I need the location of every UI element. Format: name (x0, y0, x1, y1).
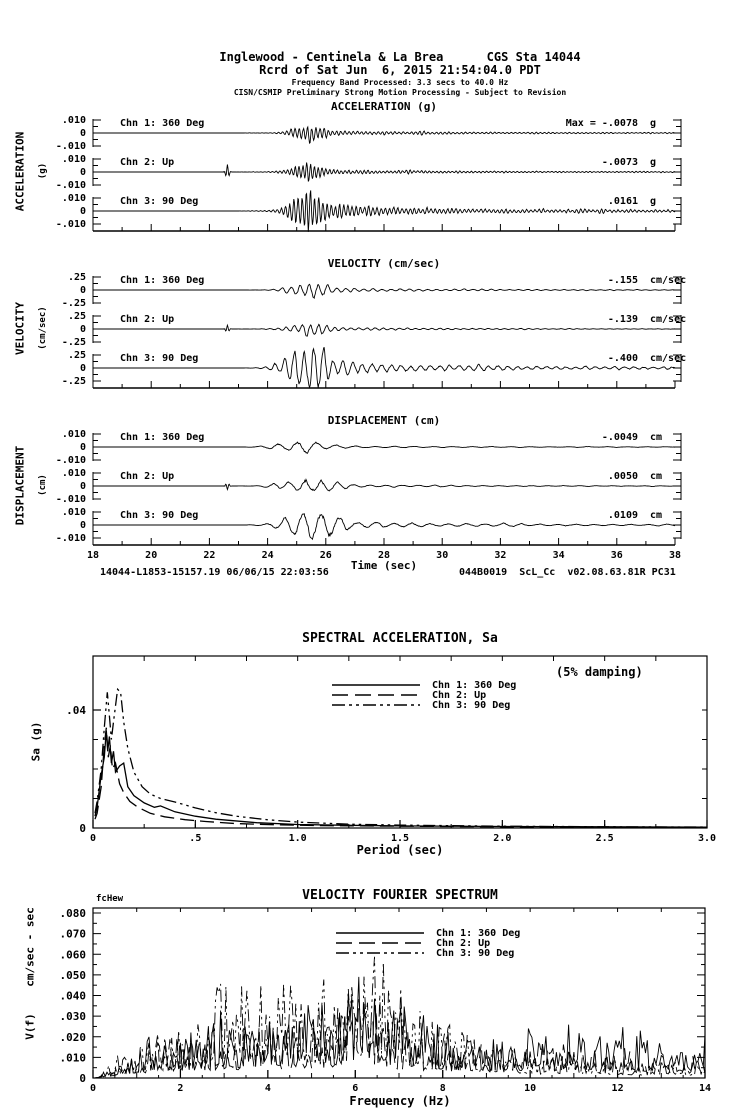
vf-tick-label: .020 (59, 1030, 86, 1044)
time-axis-label: Time (sec) (350, 559, 418, 572)
spectral-plot-title: SPECTRAL ACCELERATION, Sa (302, 631, 498, 646)
channel-strip (56, 190, 681, 232)
channel-strip (62, 347, 686, 387)
strip-scale-label: .010 (61, 193, 86, 204)
seismogram-trace (93, 442, 675, 453)
strip-scale-label: -.010 (55, 494, 86, 505)
channel-strip (56, 115, 681, 152)
spectral-plot-canvas (0, 648, 739, 853)
channel-strip (62, 311, 686, 348)
strip-scale-label: -.25 (61, 376, 86, 387)
strip-zero-label: 0 (79, 128, 86, 139)
strip-scale-label: .010 (61, 468, 86, 479)
frequency-tick-label: 12 (611, 1083, 624, 1094)
channel-max-unit: g (650, 157, 657, 168)
time-tick-label: 18 (86, 550, 100, 561)
spectral-legend-label-2: Chn 2: Up (432, 689, 487, 701)
frequency-tick-label: 10 (524, 1083, 537, 1094)
time-axis-ticks (93, 224, 675, 231)
channel-label: Chn 3: 90 Deg (120, 353, 199, 364)
channel-max-unit: g (650, 196, 657, 207)
acceleration-traces-canvas (0, 115, 739, 255)
vf-tick-label: .070 (59, 927, 86, 941)
channel-strip (56, 507, 681, 544)
time-tick-label: 28 (377, 550, 391, 561)
period-tick-label: 2.5 (595, 833, 614, 844)
channel-max-value: -.400 (607, 353, 638, 364)
strip-zero-label: 0 (79, 167, 86, 178)
spectral-legend-label-1: Chn 1: 360 Deg (432, 679, 517, 691)
vf-tick-label: .030 (59, 1010, 86, 1024)
channel-label: Chn 2: Up (120, 471, 175, 482)
displacement-panel-title: DISPLACEMENT (cm) (327, 414, 441, 427)
fourier-corner-note: fcHew (96, 894, 124, 904)
channel-max-value: .0050 (607, 471, 638, 482)
dashdot-line-sample-icon (330, 701, 422, 709)
seismogram-trace (93, 284, 675, 298)
dashdot-line-sample-icon (334, 949, 426, 957)
period-tick-label: 3.0 (697, 833, 717, 844)
strip-scale-label: .25 (67, 272, 86, 283)
channel-max-value: Max = -.0078 (565, 118, 638, 129)
fourier-legend-label-2: Chn 2: Up (436, 937, 491, 949)
fourier-legend-row-3 (334, 948, 520, 958)
fourier-legend-row-2 (334, 938, 520, 948)
seismogram-trace (93, 480, 675, 491)
vf-axis-label: V(f) cm/sec - sec (23, 907, 37, 1040)
displacement-side-label: DISPLACEMENT (13, 445, 27, 526)
spectral-legend-row-2 (330, 690, 516, 700)
channel-strip (56, 468, 681, 505)
channel-label: Chn 3: 90 Deg (120, 196, 199, 207)
header-processing-note: CISN/CSMIP Preliminary Strong Motion Processing - Subject to Revision (233, 88, 567, 97)
frequency-tick-label: 14 (698, 1083, 712, 1094)
strip-zero-label: 0 (79, 206, 86, 217)
channel-label: Chn 3: 90 Deg (120, 510, 199, 521)
strip-scale-label: .010 (61, 154, 86, 165)
time-tick-label: 38 (668, 550, 682, 561)
time-tick-label: 22 (203, 550, 216, 561)
frequency-tick-label: 0 (89, 1083, 97, 1094)
time-tick-label: 24 (261, 550, 274, 561)
fourier-legend-label-1: Chn 1: 360 Deg (436, 927, 521, 939)
channel-max-unit: cm (650, 471, 663, 482)
time-tick-label: 32 (494, 550, 507, 561)
spectral-series-1360 (95, 731, 707, 828)
frequency-tick-label: 2 (177, 1083, 184, 1094)
time-tick-label: 20 (145, 550, 158, 561)
strip-scale-label: -.010 (55, 455, 86, 466)
velocity-side-label: VELOCITY (13, 302, 27, 355)
channel-label: Chn 1: 360 Deg (120, 275, 205, 286)
header-station-line: Inglewood - Centinela & La Brea CGS Sta 14044 (219, 50, 581, 64)
strip-zero-label: 0 (79, 324, 86, 335)
vf-tick-label: .040 (59, 989, 86, 1003)
time-tick-label: 34 (552, 550, 565, 561)
time-tick-label: 36 (610, 550, 623, 561)
channel-strip (56, 429, 681, 466)
solid-line-sample-icon (334, 929, 426, 937)
acceleration-panel-title: ACCELERATION (g) (331, 100, 437, 113)
longdash-line-sample-icon (334, 939, 426, 947)
seismogram-trace (93, 324, 675, 336)
channel-strip (62, 272, 686, 309)
seismogram-trace (93, 127, 675, 143)
damping-note: (5% damping) (556, 665, 643, 679)
strip-zero-label: 0 (79, 363, 86, 374)
period-tick-label: 2.0 (493, 833, 512, 844)
vf-tick-label: .060 (59, 948, 86, 962)
channel-max-unit: cm/sec (650, 275, 687, 286)
channel-strip (56, 154, 681, 191)
spectral-legend (330, 680, 516, 710)
spectral-legend-row-1 (330, 680, 516, 690)
time-axis-ticks (93, 381, 675, 388)
frequency-tick-label: 4 (264, 1083, 271, 1094)
channel-max-value: -.155 (607, 275, 638, 286)
channel-label: Chn 1: 360 Deg (120, 118, 205, 129)
vf-tick-label: .050 (59, 968, 86, 982)
vf-tick-label: .080 (59, 907, 86, 920)
header-record-time: Rcrd of Sat Jun 6, 2015 21:54:04.0 PDT (259, 63, 541, 77)
strip-scale-label: -.010 (55, 180, 86, 191)
channel-max-value: -.0049 (601, 432, 638, 443)
longdash-line-sample-icon (330, 691, 422, 699)
period-tick-label: 1.0 (288, 833, 307, 844)
channel-max-unit: cm/sec (650, 353, 687, 364)
velocity-traces-canvas (0, 272, 739, 412)
displacement-traces-canvas (0, 429, 739, 569)
channel-max-unit: cm (650, 432, 663, 443)
solid-line-sample-icon (330, 681, 422, 689)
strip-scale-label: .010 (61, 115, 86, 126)
vf-tick-label: .010 (59, 1051, 86, 1065)
fourier-legend-label-3: Chn 3: 90 Deg (436, 947, 515, 959)
strip-scale-label: -.25 (61, 298, 86, 309)
frequency-tick-label: 8 (439, 1083, 446, 1094)
channel-max-value: -.139 (607, 314, 638, 325)
strip-zero-label: 0 (79, 520, 86, 531)
seismogram-trace (93, 163, 675, 182)
vf-tick-label: 0 (79, 1072, 86, 1085)
period-tick-label: 0 (89, 833, 97, 844)
time-tick-label: 30 (436, 550, 449, 561)
fourier-legend (334, 928, 520, 958)
footer-processing-id: 044B0019 ScL_Cc v02.08.63.81R PC31 (459, 567, 676, 578)
strip-scale-label: -.010 (55, 533, 86, 544)
channel-label: Chn 2: Up (120, 157, 175, 168)
displacement-side-unit: (cm) (38, 474, 48, 496)
channel-max-value: .0109 (607, 510, 638, 521)
channel-max-unit: cm (650, 510, 663, 521)
acceleration-side-label: ACCELERATION (13, 131, 27, 212)
sa-tick-label: 0 (79, 822, 86, 835)
fourier-plot-title: VELOCITY FOURIER SPECTRUM (302, 888, 498, 903)
strip-zero-label: 0 (79, 285, 86, 296)
channel-max-unit: g (650, 118, 657, 129)
sa-tick-label: .04 (66, 704, 86, 717)
sa-axis-label: Sa (g) (29, 721, 43, 762)
velocity-panel-title: VELOCITY (cm/sec) (327, 257, 441, 270)
channel-label: Chn 1: 360 Deg (120, 432, 205, 443)
channel-label: Chn 2: Up (120, 314, 175, 325)
strip-zero-label: 0 (79, 442, 86, 453)
strip-scale-label: -.25 (61, 337, 86, 348)
strip-scale-label: -.010 (55, 141, 86, 152)
frequency-tick-label: 6 (352, 1083, 359, 1094)
period-tick-label: .5 (189, 833, 202, 844)
spectral-series-2 (95, 728, 707, 828)
strip-zero-label: 0 (79, 481, 86, 492)
strip-scale-label: .25 (67, 350, 86, 361)
time-tick-label: 26 (319, 550, 332, 561)
footer-record-id: 14044-L1853-15157.19 06/06/15 22:03:56 (100, 567, 329, 578)
header-frequency-band: Frequency Band Processed: 3.3 secs to 40.0 Hz (291, 78, 509, 87)
strip-scale-label: .010 (61, 507, 86, 518)
strip-scale-label: .25 (67, 311, 86, 322)
strip-scale-label: -.010 (55, 219, 86, 230)
acceleration-side-unit: (g) (38, 162, 48, 180)
channel-max-value: .0161 (607, 196, 638, 207)
time-axis-ticks (87, 538, 681, 561)
fourier-legend-row-1 (334, 928, 520, 938)
period-tick-label: 1.5 (390, 833, 410, 844)
spectral-legend-label-3: Chn 3: 90 Deg (432, 699, 511, 711)
channel-max-value: -.0073 (601, 157, 638, 168)
strip-scale-label: .010 (61, 429, 86, 440)
frequency-axis-label: Frequency (Hz) (349, 1094, 451, 1108)
channel-max-unit: cm/sec (650, 314, 687, 325)
period-axis-label: Period (sec) (356, 843, 444, 857)
spectral-legend-row-3 (330, 700, 516, 710)
velocity-side-unit: (cm/sec) (38, 306, 48, 350)
